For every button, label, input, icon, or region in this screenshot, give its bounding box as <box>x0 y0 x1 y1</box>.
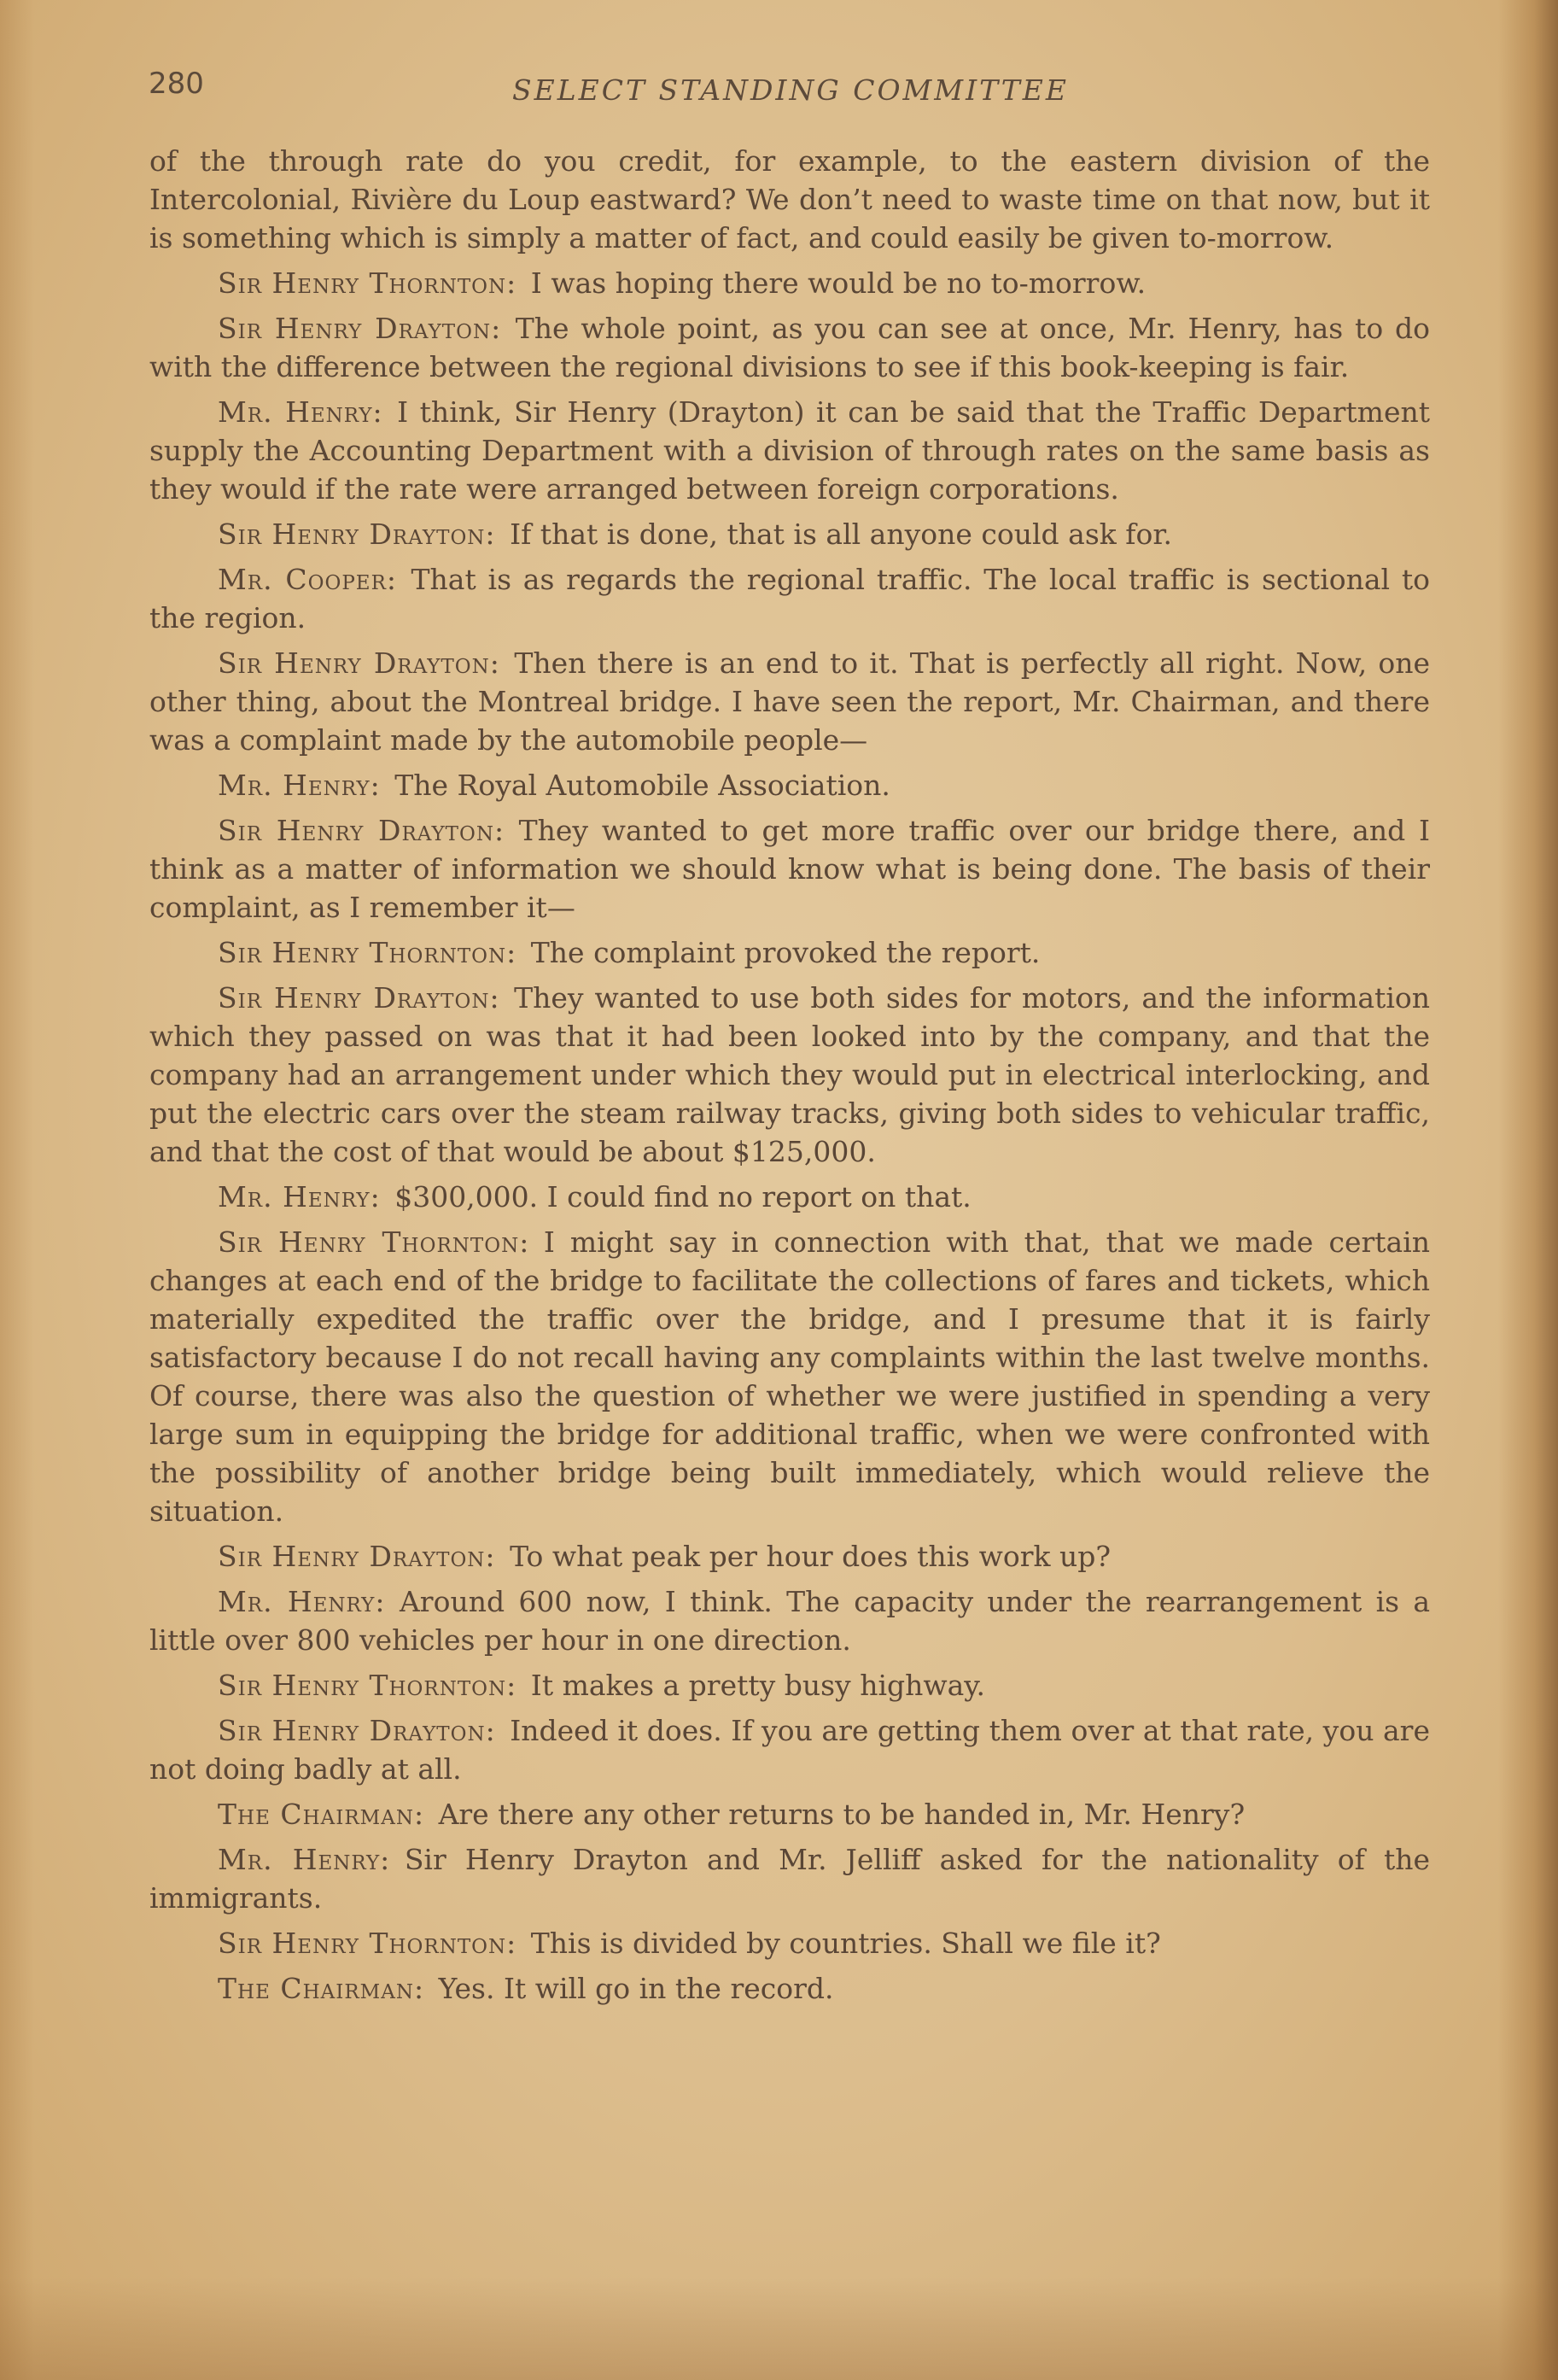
transcript-paragraph <box>149 644 1430 759</box>
speaker-name: The Chairman: <box>218 1972 425 2005</box>
speaker-name: Mr. Henry: <box>218 1585 386 1618</box>
speech-text: To what peak per hour does this work up? <box>510 1540 1112 1573</box>
speaker-name: Sir Henry Thornton: <box>218 266 517 300</box>
speech-text: $300,000. I could find no report on that. <box>394 1180 972 1213</box>
transcript-paragraph <box>149 515 1430 553</box>
transcript-paragraph <box>149 142 1430 257</box>
speech-text: Yes. It will go in the record. <box>438 1972 834 2005</box>
speech-text: The Royal Automobile Association. <box>394 769 890 802</box>
transcript-paragraph <box>149 811 1430 927</box>
speech-text: Around 600 now, I think. The capacity under the rearrangement is a little over 800 vehicles per hour in one direction. <box>149 1585 1430 1657</box>
speaker-name: Mr. Henry: <box>218 1843 391 1876</box>
speaker-name: Mr. Cooper: <box>218 563 398 596</box>
speech-text: Are there any other returns to be handed in, Mr. Henry? <box>438 1798 1246 1831</box>
speech-text: I think, Sir Henry (Drayton) it can be said that the Traffic Department supply the Accounting Department with a division of through rates on the same basis as they would if the rate were arranged between foreign corporations. <box>149 395 1430 506</box>
transcript-paragraph <box>149 1582 1430 1659</box>
speaker-name: Sir Henry Drayton: <box>218 1540 496 1573</box>
transcript-paragraph <box>149 1537 1430 1576</box>
transcript-paragraph <box>149 1795 1430 1833</box>
speech-text: I was hoping there would be no to-morrow. <box>530 266 1147 300</box>
page-edge-shadow-right <box>1498 0 1558 2380</box>
speech-text: This is divided by countries. Shall we file it? <box>530 1927 1161 1960</box>
transcript-paragraph <box>149 264 1430 302</box>
speech-text: I might say in connection with that, that we made certain changes at each end of the bridge to facilitate the collections of fares and tickets, which materially expedited the traffic over the bridge, and I presume that it is fairly satisfactory because I do not recall having any complaints within the last twelve months. Of course, there was also the question of whether we were justified in spending a very large sum in equipping the bridge for additional traffic, when we were confronted with the possibility of another bridge being built immediately, which would relieve the situation. <box>149 1225 1430 1528</box>
speaker-name: Mr. Henry: <box>218 769 381 802</box>
speech-text: They wanted to get more traffic over our bridge there, and I think as a matter of information we should know what is being done. The basis of their complaint, as I remember it— <box>149 814 1430 924</box>
transcript-body <box>149 142 1430 2015</box>
speech-text: Indeed it does. If you are getting them over at that rate, you are not doing badly at all. <box>149 1714 1430 1786</box>
speaker-name: Sir Henry Drayton: <box>218 518 496 551</box>
transcript-paragraph <box>149 766 1430 804</box>
speech-text: That is as regards the regional traffic. The local traffic is sectional to the region. <box>149 563 1430 634</box>
speech-text: The complaint provoked the report. <box>530 936 1041 969</box>
transcript-paragraph <box>149 1969 1430 2008</box>
running-head: SELECT STANDING COMMITTEE <box>512 73 1069 107</box>
transcript-paragraph <box>149 309 1430 386</box>
page-edge-shadow-bottom <box>0 2278 1558 2380</box>
transcript-paragraph <box>149 1924 1430 1962</box>
speaker-name: Sir Henry Thornton: <box>218 1927 517 1960</box>
speaker-name: Sir Henry Thornton: <box>218 1669 517 1702</box>
speech-text: They wanted to use both sides for motors, and the information which they passed on was that it had been looked into by the company, and that the company had an arrangement under which they would put in electrical interlocking, and put the electric cars over the steam railway tracks, giving both sides to vehicular traffic, and that the cost of that would be about $125,000. <box>149 981 1430 1168</box>
transcript-paragraph <box>149 1666 1430 1705</box>
speaker-name: Mr. Henry: <box>218 1180 381 1213</box>
speaker-name: Sir Henry Thornton: <box>218 1225 530 1259</box>
transcript-paragraph <box>149 560 1430 637</box>
speech-text: Sir Henry Drayton and Mr. Jelliff asked for the nationality of the immigrants. <box>149 1843 1430 1915</box>
speech-text: The whole point, as you can see at once, Mr. Henry, has to do with the difference between the regional divisions to see if this book-keeping is fair. <box>149 312 1430 383</box>
speaker-name: Sir Henry Drayton: <box>218 646 500 680</box>
transcript-paragraph <box>149 933 1430 972</box>
speech-text: If that is done, that is all anyone could ask for. <box>510 518 1172 551</box>
speaker-name: Mr. Henry: <box>218 395 383 429</box>
transcript-paragraph <box>149 1178 1430 1216</box>
page-header <box>145 67 1426 118</box>
transcript-paragraph <box>149 393 1430 508</box>
speech-text: It makes a pretty busy highway. <box>530 1669 986 1702</box>
speaker-name: The Chairman: <box>218 1798 425 1831</box>
page-number: 280 <box>149 67 204 101</box>
speaker-name: Sir Henry Drayton: <box>218 1714 496 1747</box>
speaker-name: Sir Henry Drayton: <box>218 981 500 1015</box>
speech-text: of the through rate do you credit, for example, to the eastern division of the Intercolonial, Rivière du Loup eastward? We don’t need to waste time on that now, but it is something which is simply a matter of fact, and could easily be given to-morrow. <box>149 144 1430 254</box>
transcript-paragraph <box>149 979 1430 1171</box>
speech-text: Then there is an end to it. That is perfectly all right. Now, one other thing, about the Montreal bridge. I have seen the report, Mr. Chairman, and there was a complaint made by the automobile people— <box>149 646 1430 757</box>
transcript-paragraph <box>149 1840 1430 1917</box>
speaker-name: Sir Henry Drayton: <box>218 312 502 345</box>
transcript-paragraph <box>149 1223 1430 1530</box>
speaker-name: Sir Henry Thornton: <box>218 936 517 969</box>
speaker-name: Sir Henry Drayton: <box>218 814 505 847</box>
transcript-paragraph <box>149 1711 1430 1788</box>
page-edge-shadow-left <box>0 0 34 2380</box>
